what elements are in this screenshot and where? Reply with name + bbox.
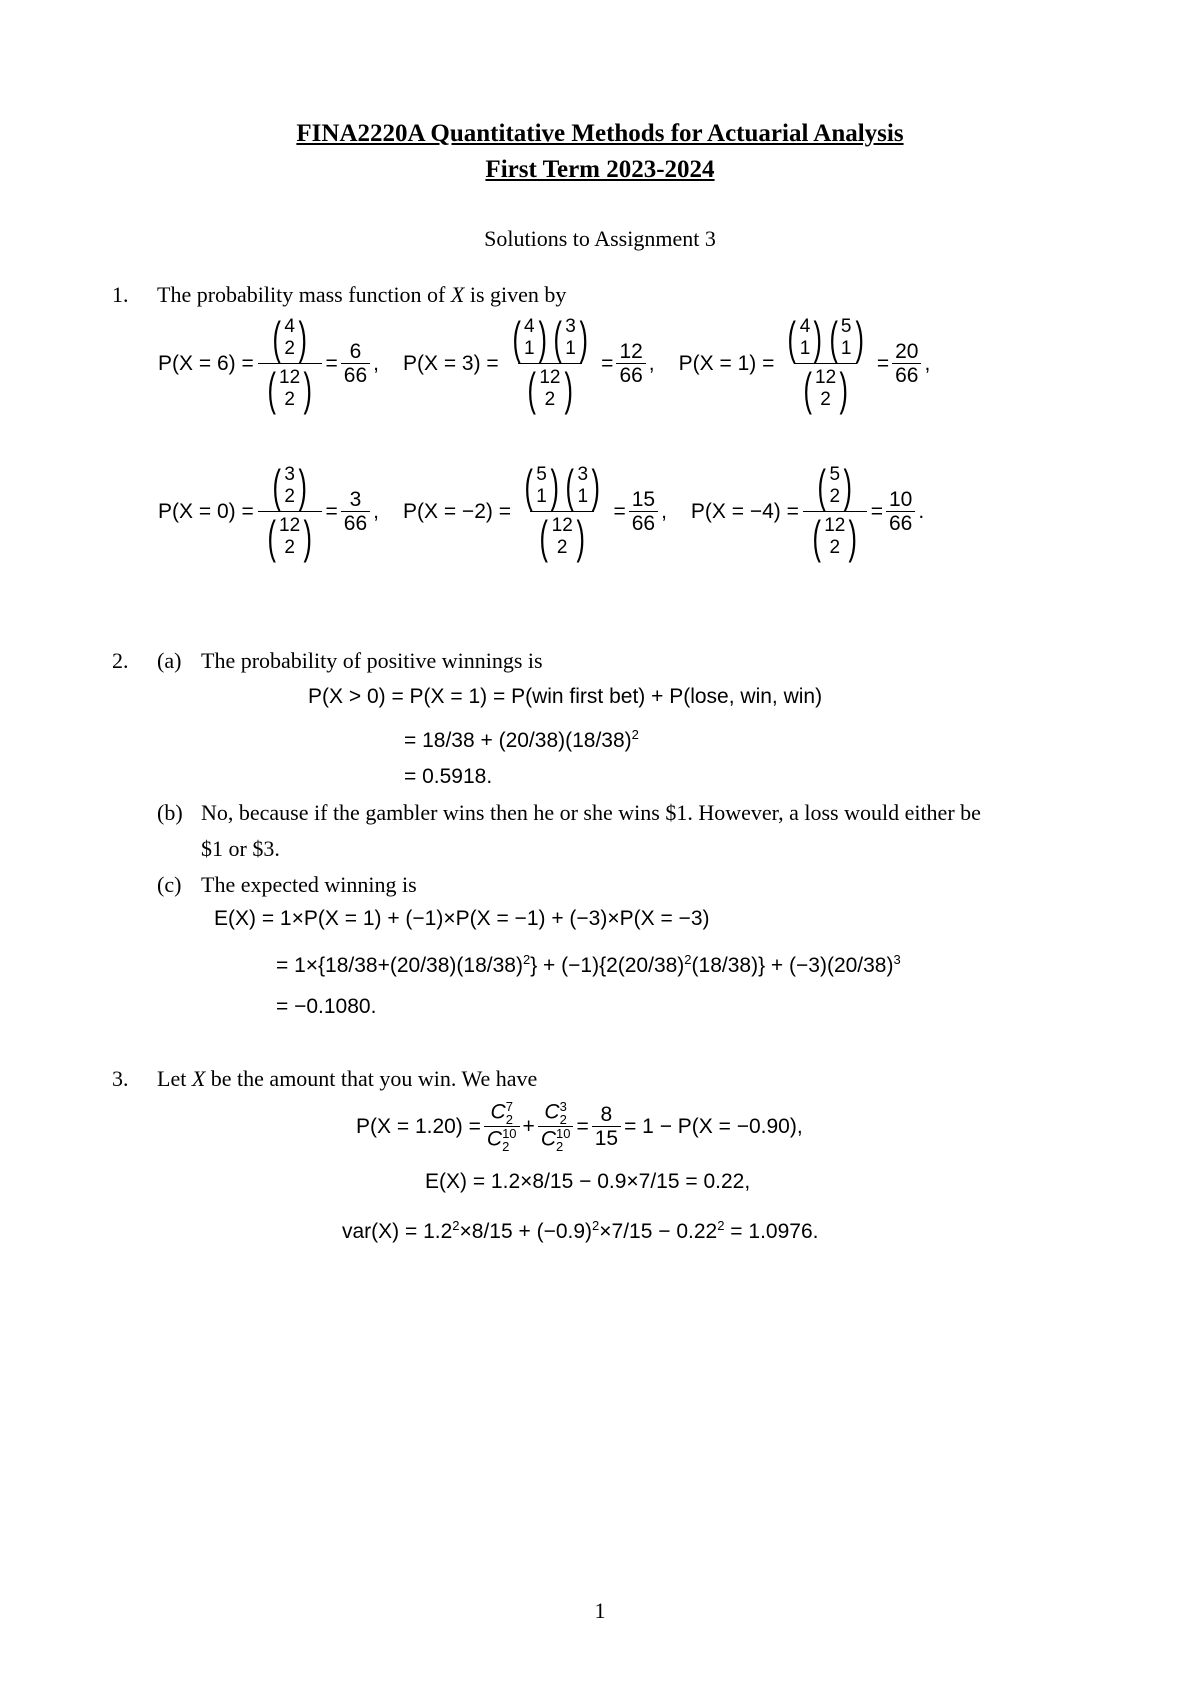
- q2b-label: (b): [157, 800, 183, 825]
- binomial-coefficient: ( 12 2 ): [267, 511, 313, 563]
- q3-number: 3.: [112, 1066, 129, 1091]
- binomial-coefficient: ( 4 1 ): [512, 312, 547, 364]
- q2a-label: (a): [157, 648, 182, 673]
- pmf-result-fraction: $\frac{15}{66}$: [629, 488, 658, 535]
- pmf-expression: P(X = 3) = ( 4 1 ) ( 3 1 ) ( 12 2 ) = $\frac{12}{66}$ ,: [402, 312, 655, 415]
- pmf-expression: P(X = 6) = ( 4 2 ) ( 12 2 ) = $\frac{6}{66}$ ,: [158, 312, 379, 415]
- binomial-coefficient: ( 12 2 ): [539, 511, 585, 563]
- binomial-coefficient: ( 12 2 ): [267, 363, 313, 415]
- q3-eq1: P(X = 1.20) = C 7 2 C 10 2 + C 3 2 C 10 2 = $\frac{8}{15}$ = 1 − P(X = −0.90),: [356, 1099, 803, 1154]
- binomial-coefficient: ( 12 2 ): [803, 363, 849, 415]
- q2-number: 2.: [112, 648, 129, 673]
- pmf-row-1: [158, 312, 954, 415]
- q3-frac-3: $\frac{8}{15}$: [592, 1103, 621, 1150]
- q2a-text: The probability of positive winnings is: [201, 648, 543, 673]
- page-number: 1: [594, 1598, 606, 1623]
- q2a-eq3: = 0.5918.: [404, 765, 493, 788]
- q2c-text: The expected winning is: [201, 872, 417, 897]
- pmf-lhs: P(X = 1) =: [678, 351, 775, 375]
- binomial-coefficient: ( 12 2 ): [812, 511, 858, 563]
- q2a-eq1: P(X > 0) = P(X = 1) = P(win first bet) + P(lose, win, win): [308, 685, 823, 708]
- q3-frac-1: C 7 2 C 10 2: [484, 1100, 520, 1153]
- pmf-expression: P(X = −2) = ( 5 1 ) ( 3 1 ) ( 12 2 ) = $\frac{15}{66}$ ,: [402, 460, 667, 563]
- q3-frac-2: C 3 2 C 10 2: [538, 1100, 574, 1153]
- q2c-eq2: = $1\times\{18/38+(20/38)(18/38)^2\} + (-1)\{2(20/38)^2(18/38)\} + (-3)(20/38)^3$: [276, 952, 901, 977]
- pmf-result-fraction: $\frac{6}{66}$: [341, 340, 370, 387]
- pmf-lhs: P(X = −4) =: [690, 499, 799, 523]
- binomial-coefficient: ( 12 2 ): [527, 363, 573, 415]
- pmf-result-fraction: $\frac{12}{66}$: [616, 340, 645, 387]
- pmf-expression: P(X = 1) = ( 4 1 ) ( 5 1 ) ( 12 2 ) = $\frac{20}{66}$ ,: [678, 312, 931, 415]
- pmf-lhs: P(X = 0) =: [158, 499, 254, 523]
- term-title: First Term 2023-2024: [485, 156, 715, 183]
- binomial-coefficient: ( 5 1 ): [524, 460, 559, 512]
- binomial-coefficient: ( 5 1 ): [829, 312, 864, 364]
- q2b-text-1: No, because if the gambler wins then he or she wins $1. However, a loss would either be: [201, 800, 981, 825]
- q1-number: 1.: [112, 282, 129, 307]
- binomial-coefficient: ( 3 2 ): [272, 460, 307, 512]
- pmf-lhs: P(X = 3) =: [402, 351, 499, 375]
- binomial-coefficient: ( 4 1 ): [787, 312, 823, 364]
- q3-eq3: $var(X) = 1.2^2\times 8/15 + (-0.9)^2\times 7/15 - 0.22^2 = 1.0976$.: [342, 1218, 819, 1243]
- q2a-eq2: = $18/38 + (20/38)(18/38)^2$: [404, 727, 639, 752]
- pmf-expression: P(X = 0) = ( 3 2 ) ( 12 2 ) = $\frac{3}{66}$ ,: [158, 460, 379, 563]
- pmf-expression: P(X = −4) = ( 5 2 ) ( 12 2 ) = $\frac{10}{66}$ .: [690, 460, 925, 563]
- pmf-lhs: P(X = 6) =: [158, 351, 254, 375]
- q2c-label: (c): [157, 872, 182, 897]
- q3-eq2: E(X) = 1.2×8/15 − 0.9×7/15 = 0.22,: [425, 1170, 751, 1193]
- binomial-coefficient: ( 3 1 ): [553, 312, 588, 364]
- pmf-lhs: P(X = −2) =: [402, 499, 511, 523]
- binomial-coefficient: ( 3 1 ): [565, 460, 600, 512]
- q3-text: Let X be the amount that you win. We have: [157, 1066, 538, 1091]
- q1-intro: The probability mass function of X is given by: [157, 282, 567, 307]
- q2c-eq1: E(X) = 1×P(X = 1) + (−1)×P(X = −1) + (−3)×P(X = −3): [214, 907, 710, 930]
- pmf-result-fraction: $\frac{3}{66}$: [341, 488, 370, 535]
- q2b-text-2: $1 or $3.: [201, 836, 280, 861]
- course-title: FINA2220A Quantitative Methods for Actuarial Analysis: [296, 120, 904, 147]
- binomial-coefficient: ( 5 2 ): [817, 460, 852, 512]
- document-title: Solutions to Assignment 3: [484, 226, 716, 251]
- pmf-result-fraction: $\frac{10}{66}$: [886, 488, 915, 535]
- pmf-result-fraction: $\frac{20}{66}$: [892, 340, 921, 387]
- binomial-coefficient: ( 4 2 ): [272, 312, 307, 364]
- q2c-eq3: = −0.1080.: [276, 995, 377, 1018]
- pmf-row-2: [158, 460, 948, 563]
